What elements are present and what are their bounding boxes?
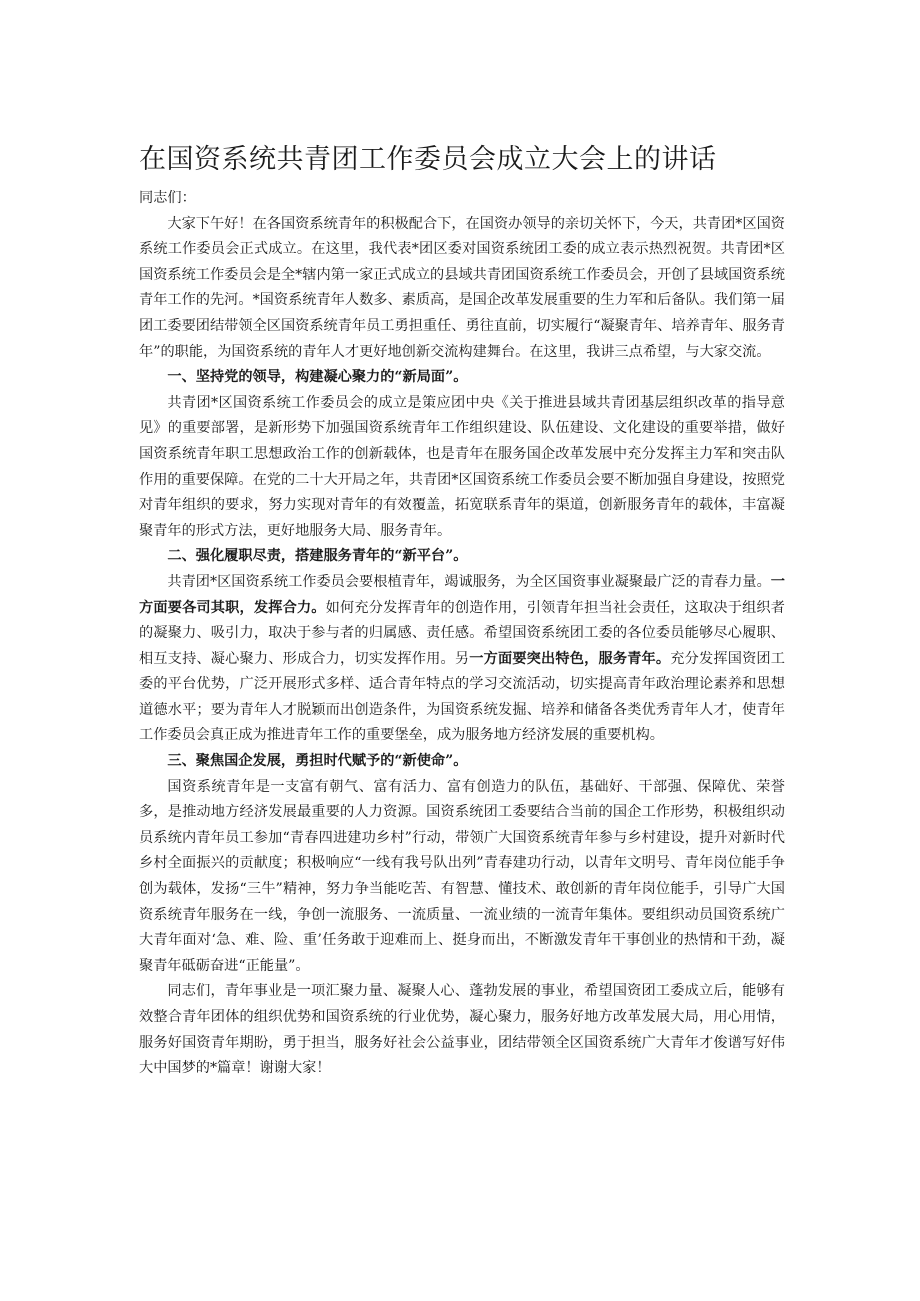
section-2-text-a: 共青团*区国资系统工作委员会要根植青年，竭诚服务，为全区国资事业凝聚最广泛的青春力量。 xyxy=(167,573,771,590)
document-title: 在国资系统共青团工作委员会成立大会上的讲话 xyxy=(139,144,717,175)
section-1-body: 共青团*区国资系统工作委员会的成立是策应团中央《关于推进县域共青团基层组织改革的指导意见》的重要部署，是新形势下加强国资系统青年工作组织建设、队伍建设、文化建设的重要举措，做好国资系统青年职工思想政治工作的创新载体，也是青年在服务国企改革发展中充分发挥主力军和突击队作用的重要保障。在党的二十大开局之年，共青团*区国资系统工作委员会要不断加强自身建设，按照党对青年组织的要求，努力实现对青年的有效覆盖，拓宽联系青年的渠道，创新服务青年的载体，丰富凝聚青年的形式方法，更好地服务大局、服务青年。 xyxy=(139,394,785,539)
section-2-text-b: 如何充分发挥青年的创造作用，引领青年担当社会责任，这取决于组织者的凝聚力、吸引力，取决于参与者的归属感、责任感。希望国资系统团工委的各位委员能够尽心履职、相互支持、凝心聚力、形成合力，切实发挥作用。另 xyxy=(139,599,785,667)
section-2-body xyxy=(139,570,785,749)
salutation: 同志们： xyxy=(139,190,196,206)
document-page xyxy=(139,140,785,1082)
section-3-heading: 三、聚焦国企发展，勇担时代赋予的“新使命”。 xyxy=(167,753,468,770)
intro-paragraph: 大家下午好！在各国资系统青年的积极配合下，在国资办领导的亲切关怀下，今天，共青团*区国资系统工作委员会正式成立。在这里，我代表*团区委对国资系统团工委的成立表示热烈祝贺。共青团*区国资系统工作委员会是全*辖内第一家正式成立的县域共青团国资系统工作委员会，开创了县域国资系统青年工作的先河。*国资系统青年人数多、素质高，是国企改革发展重要的生力军和后备队。我们第一届团工委要团结带领全区国资系统青年员工勇担重任、勇往直前，切实履行“凝聚青年、培养青年、服务青年”的职能，为国资系统的青年人才更好地创新交流构建舞台。在这里，我讲三点希望，与大家交流。 xyxy=(139,215,785,360)
section-1-heading: 一、坚持党的领导，构建凝心聚力的“新局面”。 xyxy=(167,369,468,386)
closing-paragraph: 同志们，青年事业是一项汇聚力量、凝聚人心、蓬勃发展的事业，希望国资团工委成立后，能够有效整合青年团体的组织优势和国资系统的行业优势，凝心聚力，服务好地方改革发展大局，用心用情，服务好国资青年期盼，勇于担当，服务好社会公益事业，团结带领全区国资系统广大青年才俊谱写好伟大中国梦的*篇章！谢谢大家！ xyxy=(139,983,785,1077)
section-2-bold-b: 一方面要突出特色，服务青年。 xyxy=(469,650,671,667)
section-3-body: 国资系统青年是一支富有朝气、富有活力、富有创造力的队伍，基础好、干部强、保障优、荣誉多，是推动地方经济发展最重要的人力资源。国资系统团工委要结合当前的国企工作形势，积极组织动员系统内青年员工参加“青春四进建功乡村”行动，带领广大国资系统青年参与乡村建设，提升对新时代乡村全面振兴的贡献度；积极响应“一线有我号队出列”青春建功行动，以青年文明号、青年岗位能手争创为载体，发扬“三牛”精神，努力争当能吃苦、有智慧、懂技术、敢创新的青年岗位能手，引导广大国资系统青年服务在一线，争创一流服务、一流质量、一流业绩的一流青年集体。要组织动员国资系统广大青年面对‘急、难、险、重’任务敢于迎难而上、挺身而出，不断激发青年干事创业的热情和干劲，凝聚青年砥砺奋进“正能量”。 xyxy=(139,778,785,974)
section-2-bold-a: 一方面要各司其职，发挥合力。 xyxy=(139,573,785,616)
section-2-text-c: 充分发挥国资团工委的平台优势，广泛开展形式多样、适合青年特点的学习交流活动，切实提高青年政治理论素养和思想道德水平；要为青年人才脱颖而出创造条件，为国资系统发掘、培养和储备各类优秀青年人才，使青年工作委员会真正成为推进青年工作的重要堡垒，成为服务地方经济发展的重要机构。 xyxy=(139,650,785,744)
section-2-heading: 二、强化履职尽责，搭建服务青年的“新平台”。 xyxy=(167,548,468,565)
